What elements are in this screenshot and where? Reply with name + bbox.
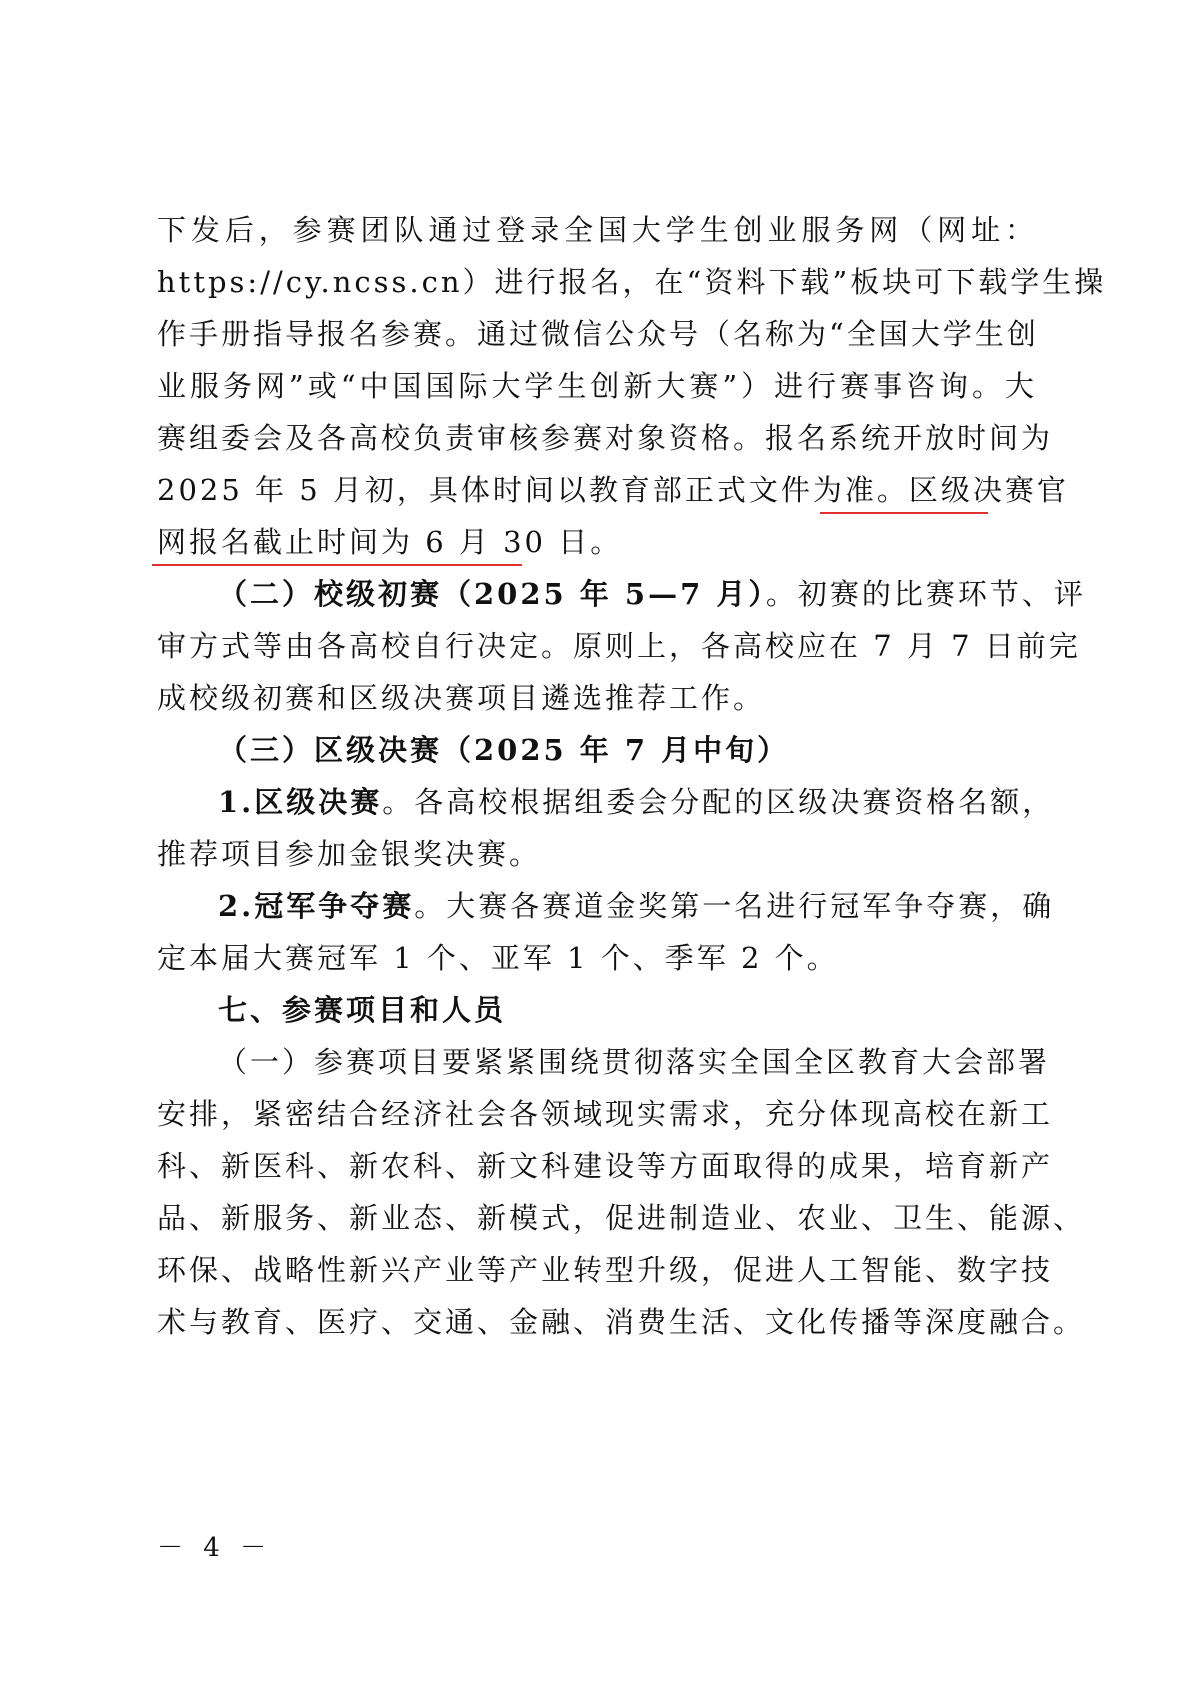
paragraph-line: 术与教育、医疗、交通、金融、消费生活、文化传播等深度融合。 [157,1305,1086,1339]
section-heading: 七、参赛项目和人员 [218,993,507,1027]
page-number: － 4 － [157,1533,273,1563]
red-underline-mark [820,512,988,514]
paragraph-line: 作手册指导报名参赛。通过微信公众号（名称为“全国大学生创 [157,317,1039,351]
paragraph-line: 赛组委会及各高校负责审核参赛对象资格。报名系统开放时间为 [157,421,1054,455]
section-text: 。初赛的比赛环节、评 [765,577,1086,611]
paragraph-line: 品、新服务、新业态、新模式，促进制造业、农业、卫生、能源、 [157,1201,1086,1235]
section-heading: （三）区级决赛（2025 年 7 月中旬） [218,733,790,767]
item-heading: 1.区级决赛 [218,785,383,819]
paragraph-line: 推荐项目参加金银奖决赛。 [157,837,542,871]
paragraph-line: https://cy.ncss.cn）进行报名，在“资料下载”板块可下载学生操 [157,265,1107,299]
paragraph-line: 业服务网”或“中国国际大学生创新大赛”）进行赛事咨询。大 [157,369,1037,403]
item-text: 。大赛各赛道金奖第一名进行冠军争夺赛，确 [414,889,1055,923]
item-heading-line [218,888,1055,924]
section-heading: （二）校级初赛（2025 年 5—7 月） [218,577,766,611]
paragraph-line: 2025 年 5 月初，具体时间以教育部正式文件为准。区级决赛官 [157,473,1069,507]
paragraph-line: 环保、战略性新兴产业等产业转型升级，促进人工智能、数字技 [157,1253,1054,1287]
item-text: 。各高校根据组委会分配的区级决赛资格名额， [382,785,1055,819]
paragraph-line: 定本届大赛冠军 1 个、亚军 1 个、季军 2 个。 [157,941,839,975]
section-heading-line [218,576,1086,612]
paragraph-line: 成校级初赛和区级决赛项目遴选推荐工作。 [157,681,766,715]
paragraph-line: （一）参赛项目要紧紧围绕贯彻落实全国全区教育大会部署 [218,1045,1051,1079]
paragraph-line: 安排，紧密结合经济社会各领域现实需求，充分体现高校在新工 [157,1097,1054,1131]
item-heading: 2.冠军争夺赛 [218,889,415,923]
item-heading-line [218,784,1055,820]
paragraph-line: 审方式等由各高校自行决定。原则上，各高校应在 7 月 7 日前完 [157,629,1081,663]
red-underline-mark [152,564,522,566]
paragraph-line: 网报名截止时间为 6 月 30 日。 [157,525,623,559]
paragraph-line: 下发后，参赛团队通过登录全国大学生创业服务网（网址： [157,213,1037,247]
paragraph-line: 科、新医科、新农科、新文科建设等方面取得的成果，培育新产 [157,1149,1054,1183]
